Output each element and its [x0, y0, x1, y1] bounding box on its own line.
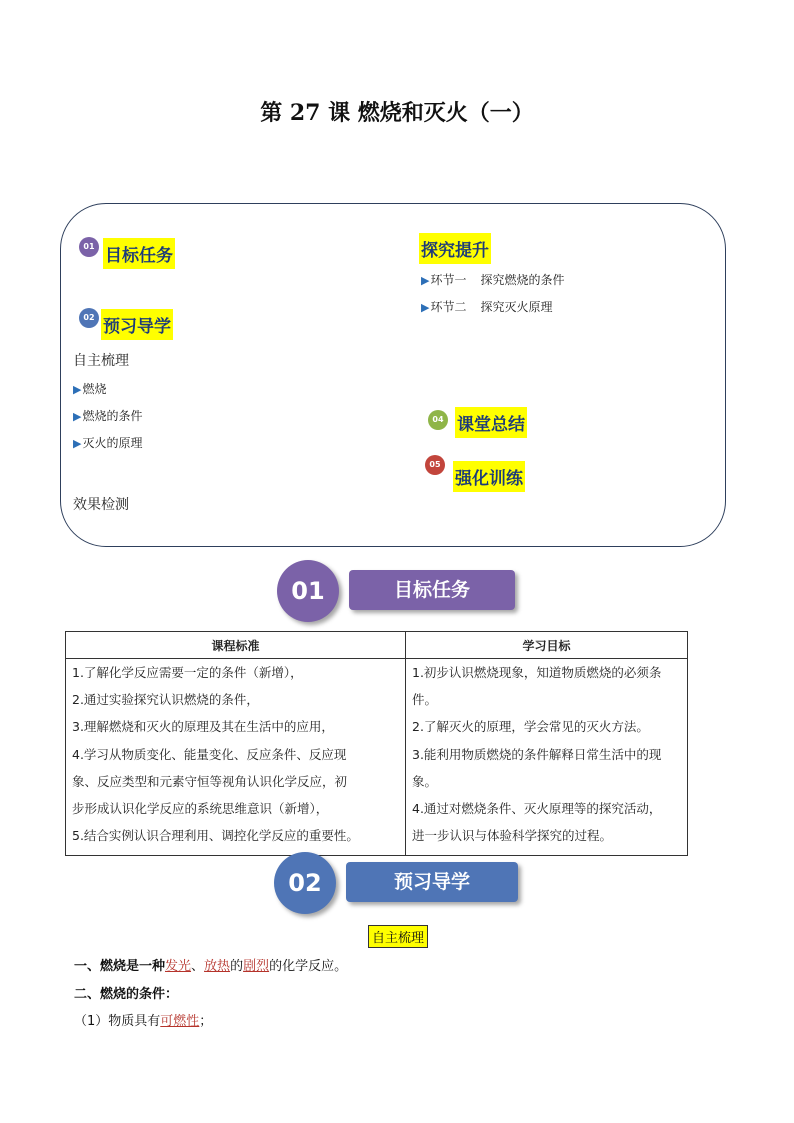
table-line: 4.通过对燃烧条件、灭火原理等的探究活动，: [412, 801, 662, 817]
table-line: 步形成认识化学反应的系统思维意识（新增），: [72, 801, 329, 817]
section-01-circle: 01: [277, 560, 339, 622]
table-line: 4.学习从物质变化、能量变化、反应条件、反应现: [72, 746, 347, 762]
table-line: 1.了解化学反应需要一定的条件（新增），: [72, 665, 303, 680]
table-line: 进一步认识与体验科学探究的过程。: [412, 828, 613, 844]
content-line-3: （1）物质具有可燃性；: [74, 1014, 213, 1029]
outline-summary[interactable]: 课堂总结: [455, 407, 527, 438]
table-line: 5.结合实例认识合理利用、调控化学反应的重要性。: [72, 828, 359, 844]
section-badge-05: 05: [425, 455, 445, 475]
outline-preview-item[interactable]: ▶燃烧: [73, 382, 107, 396]
page-title: 第 27 课 燃烧和灭火（一）: [260, 100, 534, 126]
outline-zizhu[interactable]: 自主梳理: [73, 353, 129, 369]
triangle-icon: ▶: [421, 274, 430, 287]
triangle-icon: ▶: [421, 301, 430, 314]
section-01-title: 目标任务: [349, 570, 515, 610]
outline-preview-item[interactable]: ▶灭火的原理: [73, 436, 143, 450]
table-line: 1.初步认识燃烧现象，知道物质燃烧的必须条: [412, 665, 662, 680]
outline-explore-item[interactable]: ▶环节二 探究灭火原理: [421, 300, 553, 314]
table-header: 课程标准: [66, 632, 406, 659]
outline-preview-guide[interactable]: 预习导学: [101, 309, 173, 340]
table-line: 2.了解灭火的原理，学会常见的灭火方法。: [412, 719, 649, 735]
outline-preview-item[interactable]: ▶燃烧的条件: [73, 409, 143, 423]
table-header: 学习目标: [406, 632, 688, 659]
content-line-1: 一、燃烧是一种发光、放热的剧烈的化学反应。: [74, 959, 348, 974]
section-badge-02: 02: [79, 308, 99, 328]
curriculum-standards-cell: [66, 659, 406, 856]
triangle-icon: ▶: [73, 410, 82, 423]
table-line: 件。: [412, 692, 438, 708]
triangle-icon: ▶: [73, 383, 82, 396]
section-02-circle: 02: [274, 852, 336, 914]
section-badge-04: 04: [428, 410, 448, 430]
table-line: 象、反应类型和元素守恒等视角认识化学反应，初: [72, 773, 348, 789]
triangle-icon: ▶: [73, 437, 82, 450]
outline-target-task[interactable]: 目标任务: [103, 238, 175, 269]
section-02-title: 预习导学: [346, 862, 518, 902]
outline-explore-item[interactable]: ▶环节一 探究燃烧的条件: [421, 273, 565, 287]
table-line: 3.能利用物质燃烧的条件解释日常生活中的现: [412, 746, 662, 762]
outline-explore[interactable]: 探究提升: [419, 233, 491, 264]
section-badge-01: 01: [79, 237, 99, 257]
outline-xiaoguo[interactable]: 效果检测: [73, 497, 129, 513]
outline-training[interactable]: 强化训练: [453, 461, 525, 492]
table-line: 2.通过实验探究认识燃烧的条件，: [72, 692, 259, 708]
table-line: 象。: [412, 773, 438, 789]
learning-goals-cell: [406, 659, 688, 856]
goals-table: [65, 631, 688, 856]
table-line: 3.理解燃烧和灭火的原理及其在生活中的应用，: [72, 719, 334, 735]
content-line-2: 二、燃烧的条件：: [74, 987, 179, 1002]
zizhu-label: 自主梳理: [368, 925, 428, 948]
